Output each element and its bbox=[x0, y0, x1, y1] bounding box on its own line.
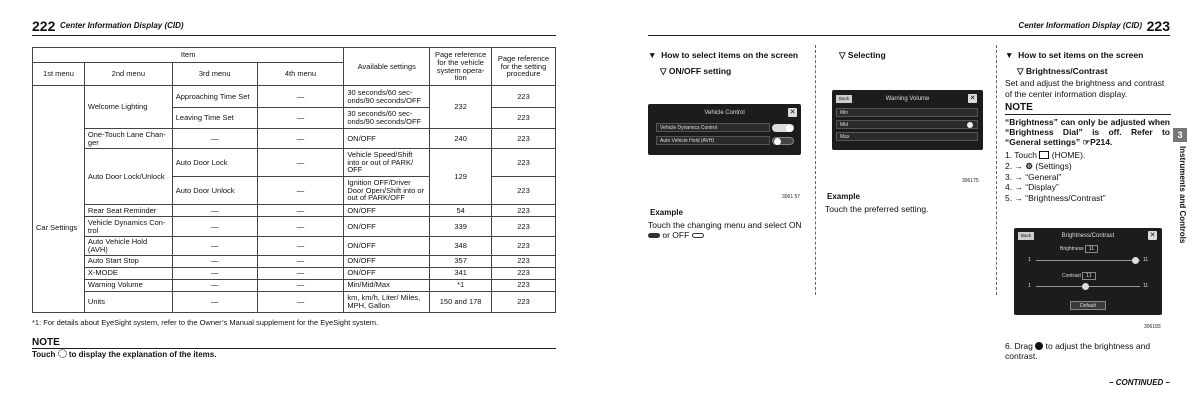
table-cell: Rear Seat Reminder bbox=[84, 205, 172, 217]
subheading-text: Brightness/Contrast bbox=[1025, 66, 1108, 77]
toggle-on-icon bbox=[648, 233, 660, 238]
table-cell: Auto Door Lock bbox=[172, 149, 257, 177]
back-button[interactable]: Back bbox=[836, 95, 852, 103]
table-cell: Vehicle Dynamics Con-trol bbox=[84, 217, 172, 237]
toggle-off-icon[interactable] bbox=[772, 137, 794, 145]
table-cell: — bbox=[257, 267, 344, 279]
note-text-post: to display the explanation of the items. bbox=[68, 350, 217, 359]
warning-volume-screen bbox=[832, 90, 983, 150]
table-cell: 223 bbox=[492, 129, 556, 149]
caption-example: Example bbox=[650, 208, 683, 217]
column-divider bbox=[815, 45, 816, 295]
column-select-items bbox=[648, 50, 813, 76]
table-cell: 348 bbox=[430, 237, 492, 256]
table-cell: 223 bbox=[492, 237, 556, 256]
note-text-pre: Touch bbox=[32, 350, 56, 359]
table-cell: — bbox=[257, 217, 344, 237]
table-cell: 341 bbox=[430, 267, 492, 279]
left-page-header bbox=[32, 18, 556, 36]
table-cell: 223 bbox=[492, 205, 556, 217]
column-divider bbox=[996, 45, 997, 295]
table-cell: ON/OFF bbox=[344, 129, 430, 149]
figure-code: 3061 57 bbox=[782, 194, 801, 200]
table-cell: — bbox=[257, 255, 344, 267]
option-min[interactable]: Min bbox=[836, 108, 978, 117]
table-cell: — bbox=[172, 279, 257, 291]
header-ref-setting: Page reference for the setting procedure bbox=[492, 48, 556, 86]
brightness-label bbox=[1060, 246, 1098, 252]
right-page-title: Center Information Display (CID) bbox=[1018, 21, 1142, 30]
table-cell: 223 bbox=[492, 177, 556, 205]
table-cell: Leaving Time Set bbox=[172, 108, 257, 129]
step-2 bbox=[1005, 161, 1170, 172]
table-cell: — bbox=[172, 205, 257, 217]
table-cell: — bbox=[172, 129, 257, 149]
step-text: 1. Touch bbox=[1005, 150, 1037, 161]
left-note-title: NOTE bbox=[32, 337, 556, 349]
close-icon[interactable]: ✕ bbox=[1149, 232, 1156, 239]
table-cell: Auto Vehicle Hold (AVH) bbox=[84, 237, 172, 256]
option-max[interactable]: Max bbox=[836, 132, 978, 141]
col2-text: Touch the preferred setting. bbox=[825, 204, 929, 214]
table-row bbox=[33, 129, 556, 149]
table-cell: 240 bbox=[430, 129, 492, 149]
footnote: *1: For details about EyeSight system, refer to the Owner’s Manual supplement for the EyeSight system. bbox=[32, 318, 379, 327]
subheading-text: Selecting bbox=[847, 50, 886, 60]
close-icon[interactable]: ✕ bbox=[789, 109, 796, 116]
slider-min: 1 bbox=[1028, 283, 1031, 289]
table-cell: — bbox=[257, 86, 344, 108]
step-text: 6. Drag bbox=[1005, 341, 1033, 351]
table-cell: 223 bbox=[492, 108, 556, 129]
text-pre: Touch the changing menu and select ON bbox=[648, 220, 802, 230]
table-cell: km, km/h, Liter/ Miles, MPH, Gallon bbox=[344, 291, 430, 312]
back-button[interactable]: Back bbox=[1018, 232, 1034, 240]
table-cell: ON/OFF bbox=[344, 255, 430, 267]
header-1st-menu: 1st menu bbox=[33, 63, 85, 86]
label-text: Contrast bbox=[1062, 273, 1081, 279]
table-cell: Auto Start Stop bbox=[84, 255, 172, 267]
note-ref: P214. bbox=[1090, 137, 1113, 148]
heading-text: How to set items on the screen bbox=[1018, 50, 1144, 60]
heading-set-items: ▼ How to set items on the screen bbox=[1005, 50, 1144, 60]
table-row bbox=[33, 255, 556, 267]
table-cell: X-MODE bbox=[84, 267, 172, 279]
home-icon bbox=[1039, 151, 1049, 159]
auto-vehicle-hold-row[interactable]: Auto Vehicle Hold (AVH) bbox=[656, 136, 770, 145]
right-note-text bbox=[1005, 117, 1170, 148]
table-cell: 223 bbox=[492, 217, 556, 237]
close-icon[interactable]: ✕ bbox=[969, 95, 976, 102]
brightness-contrast-screen bbox=[1014, 228, 1162, 315]
chapter-tab: 3 bbox=[1173, 128, 1187, 142]
subheading-onoff: ▽ ON/OFF setting bbox=[660, 66, 732, 77]
gear-icon: ⚙ bbox=[1025, 160, 1033, 171]
caption-example: Example bbox=[827, 192, 860, 201]
table-cell: — bbox=[257, 291, 344, 312]
table-row bbox=[33, 291, 556, 312]
screen-title: Vehicle Control bbox=[704, 110, 745, 116]
table-row bbox=[33, 279, 556, 291]
table-cell: — bbox=[172, 267, 257, 279]
table-cell: 30 seconds/60 sec-onds/90 seconds/OFF bbox=[344, 86, 430, 108]
brightness-value: 11 bbox=[1085, 245, 1098, 253]
slider-min: 1 bbox=[1028, 257, 1031, 263]
table-cell: One-Touch Lane Chan-ger bbox=[84, 129, 172, 149]
table-cell: 129 bbox=[430, 149, 492, 205]
vehicle-dynamics-row[interactable]: Vehicle Dynamics Control bbox=[656, 123, 770, 132]
table-row bbox=[33, 205, 556, 217]
heading-select-items: ▼ How to select items on the screen bbox=[648, 50, 799, 60]
step-text: to adjust the brightness and contrast. bbox=[1005, 341, 1151, 362]
header-2nd-menu: 2nd menu bbox=[84, 63, 172, 86]
table-cell: 30 seconds/60 sec-onds/90 seconds/OFF bbox=[344, 108, 430, 129]
table-row bbox=[33, 86, 556, 108]
contrast-label bbox=[1062, 273, 1096, 279]
header-available: Available settings bbox=[344, 48, 430, 86]
right-note-title: NOTE bbox=[1005, 102, 1171, 115]
table-cell: — bbox=[172, 237, 257, 256]
table-cell: — bbox=[172, 291, 257, 312]
column-set-items bbox=[1005, 50, 1170, 203]
note-text: “Brightness” can only be adjusted when “Brightness Dial” is off. Refer to “General settings” bbox=[1005, 116, 1170, 148]
table-cell: 223 bbox=[492, 149, 556, 177]
table-cell: 223 bbox=[492, 279, 556, 291]
header-item: Item bbox=[33, 48, 344, 63]
table-cell: Min/Mid/Max bbox=[344, 279, 430, 291]
slider-max: 11 bbox=[1143, 283, 1149, 289]
step-3: 3. → “General” bbox=[1005, 171, 1062, 182]
toggle-off-icon bbox=[692, 233, 704, 238]
step-text: 2. → bbox=[1005, 160, 1023, 171]
right-page-number: 223 bbox=[1146, 18, 1170, 34]
table-cell: Warning Volume bbox=[84, 279, 172, 291]
toggle-knob bbox=[786, 125, 793, 132]
heading-text: How to select items on the screen bbox=[661, 50, 799, 60]
contrast-knob[interactable] bbox=[1082, 283, 1089, 290]
screen-title: Brightness/Contrast bbox=[1061, 233, 1115, 239]
table-cell: Approaching Time Set bbox=[172, 86, 257, 108]
step-6 bbox=[1005, 341, 1170, 361]
slider-max: 11 bbox=[1143, 257, 1149, 263]
table-row bbox=[33, 237, 556, 256]
brightness-knob[interactable] bbox=[1132, 257, 1139, 264]
right-page-header bbox=[648, 18, 1170, 36]
table-cell: 339 bbox=[430, 217, 492, 237]
header-ref-system: Page reference for the vehicle system opera-tion bbox=[430, 48, 492, 86]
default-button[interactable]: Default bbox=[1070, 301, 1106, 310]
option-mid[interactable]: Mid bbox=[836, 120, 978, 129]
table-cell: 223 bbox=[492, 255, 556, 267]
table-cell: 223 bbox=[492, 267, 556, 279]
vehicle-control-screen bbox=[648, 104, 801, 155]
table-cell: 54 bbox=[430, 205, 492, 217]
table-cell: ON/OFF bbox=[344, 205, 430, 217]
toggle-on-icon[interactable] bbox=[772, 124, 794, 132]
table-row bbox=[33, 267, 556, 279]
table-cell: — bbox=[257, 149, 344, 177]
table-cell: — bbox=[257, 129, 344, 149]
chapter-tab-text: Instruments and Controls bbox=[1178, 146, 1187, 244]
table-cell: Units bbox=[84, 291, 172, 312]
table-cell: — bbox=[257, 237, 344, 256]
auto-door-lock-unlock: Auto Door Lock/Unlock bbox=[84, 149, 172, 205]
continued-label: – CONTINUED – bbox=[1109, 378, 1170, 387]
page-ref-icon: ☞ bbox=[1082, 137, 1091, 148]
settings-table bbox=[32, 47, 556, 313]
left-page-number: 222 bbox=[32, 18, 56, 34]
left-note-text bbox=[32, 349, 216, 359]
brightness-slider[interactable] bbox=[1036, 260, 1140, 261]
table-cell: ON/OFF bbox=[344, 217, 430, 237]
contrast-value: 11 bbox=[1082, 272, 1095, 280]
table-cell: 150 and 178 bbox=[430, 291, 492, 312]
table-cell: 357 bbox=[430, 255, 492, 267]
header-4th-menu: 4th menu bbox=[257, 63, 344, 86]
table-cell: — bbox=[257, 108, 344, 129]
subheading-selecting: ▽ Selecting bbox=[839, 50, 886, 60]
welcome-lighting: Welcome Lighting bbox=[84, 86, 172, 129]
table-cell: — bbox=[257, 205, 344, 217]
figure-code: 306183 bbox=[1144, 324, 1161, 330]
toggle-knob bbox=[774, 138, 781, 145]
first-menu-car-settings: Car Settings bbox=[33, 86, 85, 313]
step-text: (Settings) bbox=[1035, 160, 1072, 171]
table-cell: Ignition OFF/Driver Door Open/Shift into or out of PARK/OFF bbox=[344, 177, 430, 205]
table-cell: — bbox=[257, 279, 344, 291]
table-row bbox=[33, 149, 556, 177]
label-text: Brightness bbox=[1060, 246, 1084, 252]
text-mid: or OFF bbox=[662, 230, 690, 241]
step-1 bbox=[1005, 150, 1170, 161]
table-cell: *1 bbox=[430, 279, 492, 291]
table-cell: 223 bbox=[492, 86, 556, 108]
header-3rd-menu: 3rd menu bbox=[172, 63, 257, 86]
col1-text bbox=[648, 220, 813, 240]
step-4: 4. → “Display” bbox=[1005, 182, 1059, 193]
table-cell: — bbox=[172, 255, 257, 267]
table-cell: — bbox=[172, 217, 257, 237]
steps-list bbox=[1005, 150, 1170, 203]
step-5: 5. → “Brightness/Contrast” bbox=[1005, 192, 1106, 203]
left-page-title: Center Information Display (CID) bbox=[60, 21, 184, 30]
table-cell: 223 bbox=[492, 291, 556, 312]
intro-text: Set and adjust the brightness and contrast of the center information display. bbox=[1005, 78, 1165, 99]
subheading-text: ON/OFF setting bbox=[668, 66, 732, 77]
info-icon bbox=[58, 349, 67, 358]
subheading-brightness: ▽ Brightness/Contrast bbox=[1017, 66, 1108, 77]
column-selecting bbox=[825, 50, 990, 60]
table-cell: Vehicle Speed/Shift into or out of PARK/ OFF bbox=[344, 149, 430, 177]
selected-radio-icon bbox=[967, 122, 973, 128]
table-cell: 232 bbox=[430, 86, 492, 129]
screen-title: Warning Volume bbox=[885, 96, 930, 102]
table-cell: Auto Door Unlock bbox=[172, 177, 257, 205]
table-row bbox=[33, 217, 556, 237]
figure-code: 306175 bbox=[962, 178, 979, 184]
step-text: (HOME). bbox=[1051, 150, 1086, 161]
table-cell: ON/OFF bbox=[344, 267, 430, 279]
knob-icon bbox=[1035, 342, 1043, 350]
table-cell: ON/OFF bbox=[344, 237, 430, 256]
table-cell: — bbox=[257, 177, 344, 205]
